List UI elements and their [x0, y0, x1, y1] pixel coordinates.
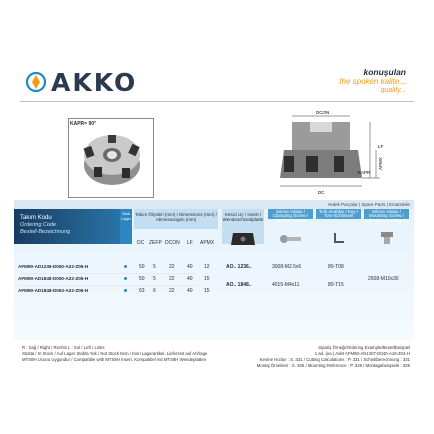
cell-clamp: 3008-M2.5x6 [272, 264, 302, 270]
col-zefp: ZEFP [149, 240, 162, 246]
key-header: Tork Anahtar / Key / Torx-Schlüssel [316, 209, 361, 219]
in-stock-dot [124, 277, 127, 280]
footer-note-2: Stokta / In Stock / Auf Lager Stokta Yok / Not Stock Item / Kein Lagerartikel. Lieferzeit auf Anfrage [22, 351, 208, 356]
cell-dc: 50 [139, 264, 145, 270]
tagline-line-2: the spoken kalite... [339, 77, 406, 86]
footer-note-1: R : Sağ / Right / Rechts L : Sol / Left / Links [22, 345, 105, 350]
col-dcon: DCON [165, 240, 180, 246]
cutting-calc-ref: Kesme Hızları : S. 331 / Cutting Calculations : P. 331 / Schnittberechnung : 331 [259, 357, 410, 362]
dc-label: DC [318, 190, 325, 195]
insert-header: Kesici Uç / Insert / Wendeschneidplatte [222, 209, 264, 244]
cell-lf: 40 [187, 264, 193, 270]
row-code: AFM90-AD1848-D063-A22-Z06-H [18, 288, 89, 293]
cell-zefp: 6 [153, 288, 156, 294]
kapr-label: KAPR= 90° [70, 121, 97, 127]
cell-mount-merged: 2508-M10x30 [368, 276, 399, 282]
torx-key-icon [332, 232, 346, 244]
clamping-screw-icon [280, 234, 302, 244]
akko-logo-icon [26, 72, 46, 92]
row-code: AFM90-AD1848-D050-A22-Z05-H [18, 276, 89, 281]
cell-zefp: 5 [153, 264, 156, 270]
cell-dcon: 22 [169, 276, 175, 282]
stock-column-header: Stok Lager [120, 209, 132, 244]
lf-label: LF [378, 144, 384, 149]
cell-apmx: 15 [204, 276, 210, 282]
dcon-label: DCON [316, 110, 330, 115]
spare-parts-strip-label: Yedek Parçalar | Spare Parts | Ersatzteile [327, 202, 410, 207]
mounting-screw-icon [378, 231, 396, 245]
row-divider [20, 285, 196, 286]
ordering-code-title-en: Ordering Code [20, 222, 57, 228]
header-divider [20, 101, 414, 102]
ordering-code-title-de: Bestell-Bezeichnung [20, 229, 71, 235]
cell-lf: 40 [187, 276, 193, 282]
mounting-screw-header: Sıkma Vidası / Mounting Screw / Befestigungsschraube [364, 208, 409, 223]
cell-dc: 50 [139, 276, 145, 282]
insert-icon [230, 232, 256, 246]
milling-cutter-photo [74, 125, 152, 193]
cell-key-merged: 80-T15 [328, 282, 344, 288]
row-divider [20, 273, 196, 274]
col-dc: DC [137, 240, 145, 246]
cell-insert-merged: AO.. 1848.. [226, 282, 252, 288]
cell-dc: 63 [139, 288, 145, 294]
in-stock-dot [124, 265, 127, 268]
mounting-ref: Montaj Örnekleri : S. 326 / Mounting Reference : P. 326 / Montagebeispiele : 326 [256, 363, 410, 368]
tagline-line-3: quality... [380, 87, 406, 94]
brand-logo [26, 67, 138, 97]
dimensions-header: Takım Ölçüleri (mm) / Dimensions (mm) / Abmessungen (mm) [134, 209, 218, 229]
cell-apmx: 15 [204, 288, 210, 294]
tagline [339, 68, 406, 95]
footer-ordering-info [210, 345, 410, 369]
tagline-line-1: konuşulan [363, 67, 406, 77]
in-stock-dot [124, 289, 127, 292]
ordering-example: 1 ad. (ea.) Adet AFM90-AN1307-D040-A16-Z04-H [314, 351, 410, 356]
cell-dcon: 22 [169, 288, 175, 294]
kapr-drawing-label: KAPR [358, 170, 371, 175]
row-code: AFM90-AD1236-D050-A22-Z05-H [18, 264, 89, 269]
brand-name: AKKO [51, 67, 138, 97]
cell-clamp-merged: 4015-M4x11 [272, 282, 300, 288]
cell-zefp: 5 [153, 276, 156, 282]
cell-apmx: 12 [204, 264, 210, 270]
ordering-example-title: Sipariş Örneği/Ordering Example/Bestellbeispiel [318, 345, 410, 350]
cell-key: 80-T08 [328, 264, 344, 270]
clamping-screw-header: Sıkma Vidası / Clamping Screw / Spannschraube [268, 209, 313, 219]
apmx-label: APMX [378, 157, 383, 170]
cell-lf: 40 [187, 288, 193, 294]
col-apmx: APMX [200, 240, 215, 246]
cell-insert: AO.. 1236.. [226, 264, 252, 270]
footer-note-3: MTS8H Ucunu Uygundur / Compatible with MTS8H Insert. Kompatibel mit MTS8H Wendeplatten [22, 357, 207, 362]
col-lf: LF [187, 240, 193, 246]
ordering-code-title [20, 215, 70, 236]
cell-dcon: 22 [169, 264, 175, 270]
ordering-code-title-tr: Takım Kodu [20, 215, 52, 221]
technical-drawing [262, 108, 412, 196]
